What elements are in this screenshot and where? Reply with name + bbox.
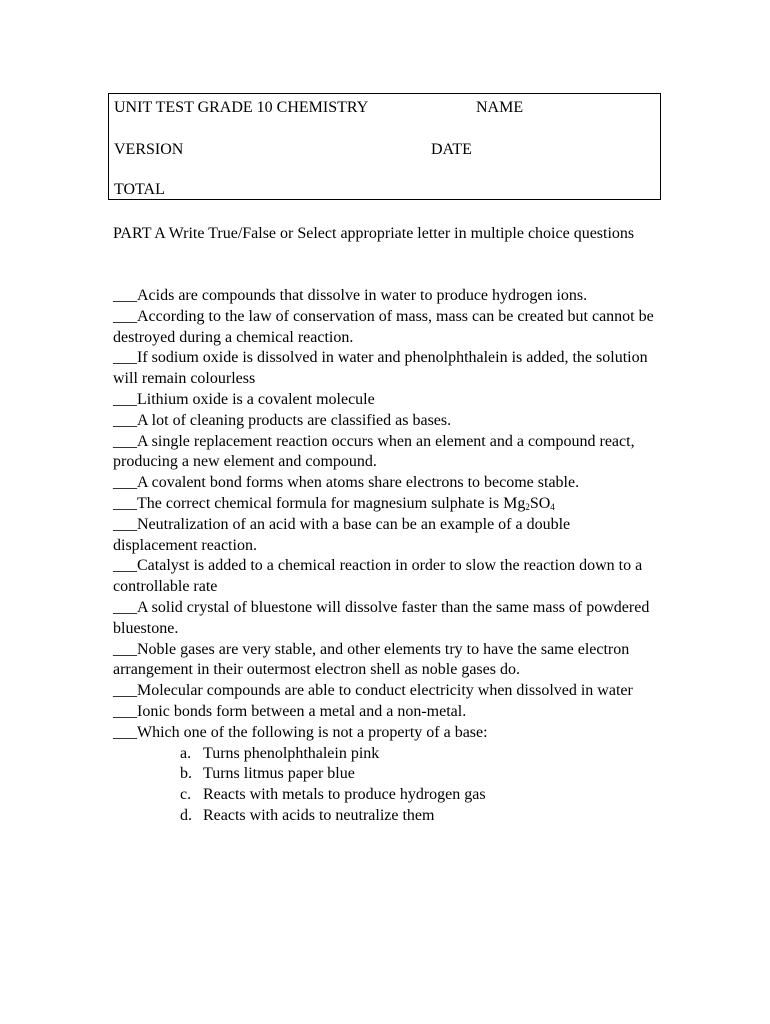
- question-text: If sodium oxide is dissolved in water and phenolphthalein is added, the solution will remain colourless: [113, 349, 648, 388]
- option-item: [113, 785, 658, 806]
- question-item: [113, 286, 658, 307]
- question-item: [113, 473, 658, 494]
- answer-blank: ___: [113, 723, 137, 741]
- answer-blank: ___: [113, 557, 137, 575]
- option-text: Reacts with acids to neutralize them: [203, 806, 435, 824]
- answer-blank: ___: [113, 390, 137, 408]
- question-text: Which one of the following is not a property of a base:: [137, 723, 488, 741]
- version-label: VERSION: [114, 141, 184, 158]
- name-label: NAME: [476, 99, 524, 116]
- formula-subscript: 4: [550, 501, 555, 512]
- answer-blank: ___: [113, 307, 137, 325]
- formula-subscript: 2: [525, 501, 530, 512]
- question-item: [113, 432, 658, 474]
- question-text: A lot of cleaning products are classified as bases.: [137, 411, 452, 429]
- question-item: [113, 640, 658, 682]
- question-item: [113, 515, 658, 557]
- question-item: [113, 494, 658, 515]
- date-label: DATE: [431, 141, 472, 158]
- question-text: Neutralization of an acid with a base can be an example of a double displacement reaction.: [113, 515, 571, 554]
- question-item: [113, 598, 658, 640]
- answer-blank: ___: [113, 432, 137, 450]
- question-text: The correct chemical formula for magnesium sulphate is Mg: [137, 494, 526, 512]
- question-item: [113, 307, 658, 349]
- question-text: Ionic bonds form between a metal and a non-metal.: [137, 702, 467, 720]
- option-letter: b.: [180, 765, 192, 783]
- question-item: [113, 681, 658, 702]
- total-label: TOTAL: [114, 181, 165, 198]
- option-item: [113, 764, 658, 785]
- question-text: Catalyst is added to a chemical reaction in order to slow the reaction down to a controllable rate: [113, 557, 643, 596]
- test-title: UNIT TEST GRADE 10 CHEMISTRY: [114, 99, 369, 116]
- question-item: [113, 390, 658, 411]
- option-letter: a.: [180, 744, 192, 762]
- multiple-choice-options: [113, 744, 658, 827]
- question-text: Molecular compounds are able to conduct electricity when dissolved in water: [137, 682, 633, 700]
- answer-blank: ___: [113, 287, 137, 304]
- option-letter: d.: [180, 806, 192, 824]
- question-text: A solid crystal of bluestone will dissolve faster than the same mass of powdered bluestone.: [113, 598, 650, 637]
- question-item: [113, 702, 658, 723]
- answer-blank: ___: [113, 494, 137, 512]
- question-item: [113, 411, 658, 432]
- question-text: Lithium oxide is a covalent molecule: [137, 390, 375, 408]
- option-text: Turns litmus paper blue: [203, 765, 355, 783]
- answer-blank: ___: [113, 702, 137, 720]
- answer-blank: ___: [113, 474, 137, 492]
- answer-blank: ___: [113, 640, 137, 658]
- answer-blank: ___: [113, 515, 137, 533]
- part-a-instructions: PART A Write True/False or Select appropriate letter in multiple choice questions: [113, 225, 635, 242]
- question-text: Acids are compounds that dissolve in water to produce hydrogen ions.: [137, 287, 588, 304]
- answer-blank: ___: [113, 682, 137, 700]
- answer-blank: ___: [113, 598, 137, 616]
- formula-text: SO: [529, 494, 551, 512]
- option-letter: c.: [180, 786, 192, 804]
- option-text: Reacts with metals to produce hydrogen gas: [203, 786, 486, 804]
- question-text: A single replacement reaction occurs when an element and a compound react, producing a new element and compound.: [113, 432, 635, 471]
- question-item: [113, 348, 658, 390]
- option-text: Turns phenolphthalein pink: [203, 744, 380, 762]
- question-text: A covalent bond forms when atoms share electrons to become stable.: [137, 474, 580, 492]
- test-header-box: [108, 93, 661, 200]
- question-item: [113, 723, 658, 744]
- question-item: [113, 556, 658, 598]
- question-list: [113, 286, 658, 827]
- question-text: Noble gases are very stable, and other elements try to have the same electron arrangement in their outermost electron shell as noble gases do.: [113, 640, 630, 679]
- answer-blank: ___: [113, 349, 137, 367]
- option-item: [113, 744, 658, 765]
- answer-blank: ___: [113, 411, 137, 429]
- question-text: According to the law of conservation of mass, mass can be created but cannot be destroyed during a chemical reaction.: [113, 307, 654, 346]
- option-item: [113, 806, 658, 827]
